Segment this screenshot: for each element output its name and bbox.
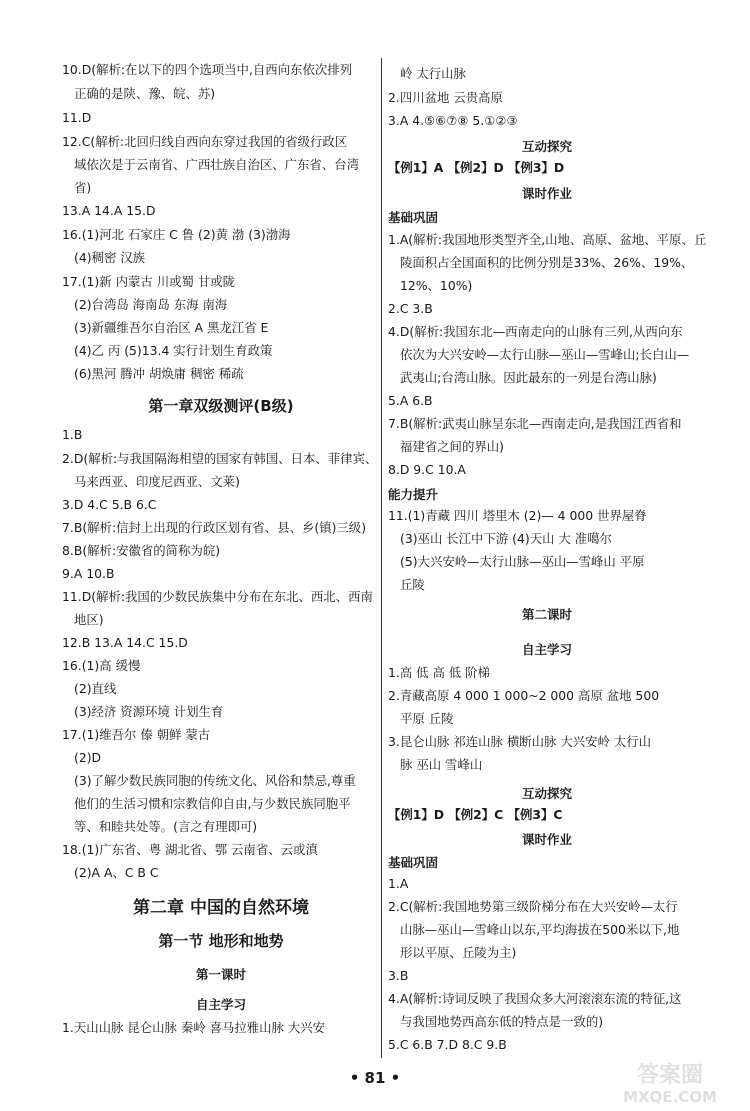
answer-line: 平原 丘陵 (400, 711, 454, 726)
answer-line: 9.A 10.B (62, 566, 115, 581)
answer-line: 13.A 14.A 15.D (62, 203, 156, 218)
chapter-title: 第二章 中国的自然环境 (133, 898, 309, 918)
answer-line: 2.D(解析:与我国隔海相望的国家有韩国、日本、菲律宾、 (62, 451, 378, 466)
answer-line: 他们的生活习惯和宗教信仰自由,与少数民族同胞平 (74, 796, 351, 811)
answer-line: 12.B 13.A 14.C 15.D (62, 635, 188, 650)
page-number: • 81 • (349, 1069, 401, 1087)
answer-line: 地区) (74, 612, 104, 627)
answer-line: 脉 巫山 雪峰山 (400, 757, 483, 772)
answer-line: 岭 太行山脉 (400, 66, 466, 81)
answer-line: 1.B (62, 427, 83, 442)
subsection-label: 自主学习 (521, 642, 572, 657)
lesson-title: 第二课时 (521, 607, 572, 622)
answer-line: (2)直线 (74, 681, 117, 696)
answer-line: 省) (74, 180, 92, 195)
answer-line: 山脉—巫山—雪峰山以东,平均海拔在500米以下,地 (400, 922, 680, 937)
chapter-test-title: 第一章双级测评(B级) (148, 397, 294, 415)
answer-line: (3)了解少数民族同胞的传统文化、风俗和禁忌,尊重 (74, 773, 356, 788)
answer-line: 马来西亚、印度尼西亚、文莱) (74, 474, 240, 489)
answer-line: 【例1】A 【例2】D 【例3】D (388, 160, 565, 175)
answer-line: 8.D 9.C 10.A (388, 462, 466, 477)
answer-line: 福建省之间的界山) (400, 439, 504, 454)
section-title: 第一节 地形和地势 (158, 932, 284, 950)
subsection-label: 自主学习 (195, 997, 246, 1012)
answer-line: 5.A 6.B (388, 393, 433, 408)
answer-line: 16.(1)河北 石家庄 C 鲁 (2)黄 渤 (3)渤海 (62, 227, 291, 242)
answer-line: 11.(1)青藏 四川 塔里木 (2)— 4 000 世界屋脊 (388, 508, 647, 523)
answer-line: (5)大兴安岭—太行山脉—巫山—雪峰山 平原 (400, 554, 645, 569)
answer-line: 3.昆仑山脉 祁连山脉 横断山脉 大兴安岭 太行山 (388, 734, 651, 749)
answer-line: 【例1】D 【例2】C 【例3】C (388, 807, 563, 822)
subsection-label: 互动探究 (521, 786, 572, 801)
answer-line: 3.D 4.C 5.B 6.C (62, 497, 157, 512)
answer-line: 丘陵 (400, 577, 425, 592)
watermark-url: MXQE.COM (623, 1088, 717, 1106)
answer-line: (4)乙 丙 (5)13.4 实行计划生育政策 (74, 343, 273, 358)
answer-line: 2.青藏高原 4 000 1 000~2 000 高原 盆地 500 (388, 688, 660, 703)
subsection-label: 课时作业 (521, 832, 572, 847)
answer-line: 1.A(解析:我国地形类型齐全,山地、高原、盆地、平原、丘 (388, 232, 707, 247)
answer-line: 1.高 低 高 低 阶梯 (388, 665, 490, 680)
answer-line: (3)巫山 长江中下游 (4)天山 大 准噶尔 (400, 531, 612, 546)
subsection-label: 能力提升 (388, 487, 439, 502)
watermark-logo (600, 1060, 740, 1106)
answer-line: (2)D (74, 750, 102, 765)
answer-line: 2.四川盆地 云贵高原 (388, 90, 503, 105)
answer-line: 与我国地势西高东低的特点是一致的) (400, 1014, 604, 1029)
lesson-title: 第一课时 (195, 967, 246, 982)
answer-line: 7.B(解析:武夷山脉呈东北—西南走向,是我国江西省和 (388, 416, 682, 431)
answer-line: 1.A (388, 876, 409, 891)
answer-line: 12.C(解析:北回归线自西向东穿过我国的省级行政区 (62, 134, 348, 149)
subsection-label: 基础巩固 (388, 855, 439, 870)
answer-line: (2)A A、C B C (74, 865, 159, 880)
answer-line: 5.C 6.B 7.D 8.C 9.B (388, 1037, 507, 1052)
answer-line: 12%、10%) (400, 278, 473, 293)
answer-line: 10.D(解析:在以下的四个选项当中,自西向东依次排列 (62, 62, 353, 77)
column-divider (381, 58, 382, 1058)
answer-line: 7.B(解析:信封上出现的行政区划有省、县、乡(镇)三级) (62, 520, 367, 535)
watermark-logo-text: 答案圈 (636, 1063, 704, 1088)
answer-line: (3)新疆维吾尔自治区 A 黑龙江省 E (74, 320, 269, 335)
answer-line: 2.C 3.B (388, 301, 433, 316)
answer-line: (6)黑河 腾冲 胡焕庸 稠密 稀疏 (74, 366, 244, 381)
answer-line: 域依次是于云南省、广西壮族自治区、广东省、台湾 (74, 157, 359, 172)
answer-line: 18.(1)广东省、粤 湖北省、鄂 云南省、云或滇 (62, 842, 318, 857)
answer-line: 11.D(解析:我国的少数民族集中分布在东北、西北、西南 (62, 589, 373, 604)
subsection-label: 互动探究 (521, 139, 572, 154)
answer-line: 3.B (388, 968, 409, 983)
answer-line: (4)稠密 汉族 (74, 250, 146, 265)
answer-line: 正确的是陕、豫、皖、苏) (74, 86, 216, 101)
answer-line: 4.A(解析:诗词反映了我国众多大河滚滚东流的特征,这 (388, 991, 682, 1006)
answer-line: 4.D(解析:我国东北—西南走向的山脉有三列,从西向东 (388, 324, 683, 339)
answer-line: 1.天山山脉 昆仑山脉 秦岭 喜马拉雅山脉 大兴安 (62, 1020, 325, 1035)
answer-line: 武夷山;台湾山脉。因此最东的一列是台湾山脉) (400, 370, 657, 385)
answer-line: (3)经济 资源环境 计划生育 (74, 704, 224, 719)
answer-line: 11.D (62, 110, 92, 125)
subsection-label: 基础巩固 (388, 210, 439, 225)
answer-line: 形以平原、丘陵为主) (400, 945, 517, 960)
answer-line: (2)台湾岛 海南岛 东海 南海 (74, 297, 228, 312)
answer-line: 3.A 4.⑤⑥⑦⑧ 5.①②③ (388, 113, 518, 128)
answer-line: 2.C(解析:我国地势第三级阶梯分布在大兴安岭—太行 (388, 899, 678, 914)
answer-line: 8.B(解析:安徽省的简称为皖) (62, 543, 221, 558)
answer-line: 16.(1)高 缓慢 (62, 658, 141, 673)
answer-line: 等、和睦共处等。(言之有理即可) (74, 819, 258, 834)
answer-line: 17.(1)新 内蒙古 川或蜀 甘或陇 (62, 274, 235, 289)
answer-line: 陵面积占全国面积的比例分别是33%、26%、19%、 (400, 255, 694, 270)
subsection-label: 课时作业 (521, 186, 572, 201)
answer-line: 17.(1)维吾尔 傣 朝鲜 蒙古 (62, 727, 211, 742)
answer-line: 依次为大兴安岭—太行山脉—巫山—雪峰山;长白山— (400, 347, 690, 362)
